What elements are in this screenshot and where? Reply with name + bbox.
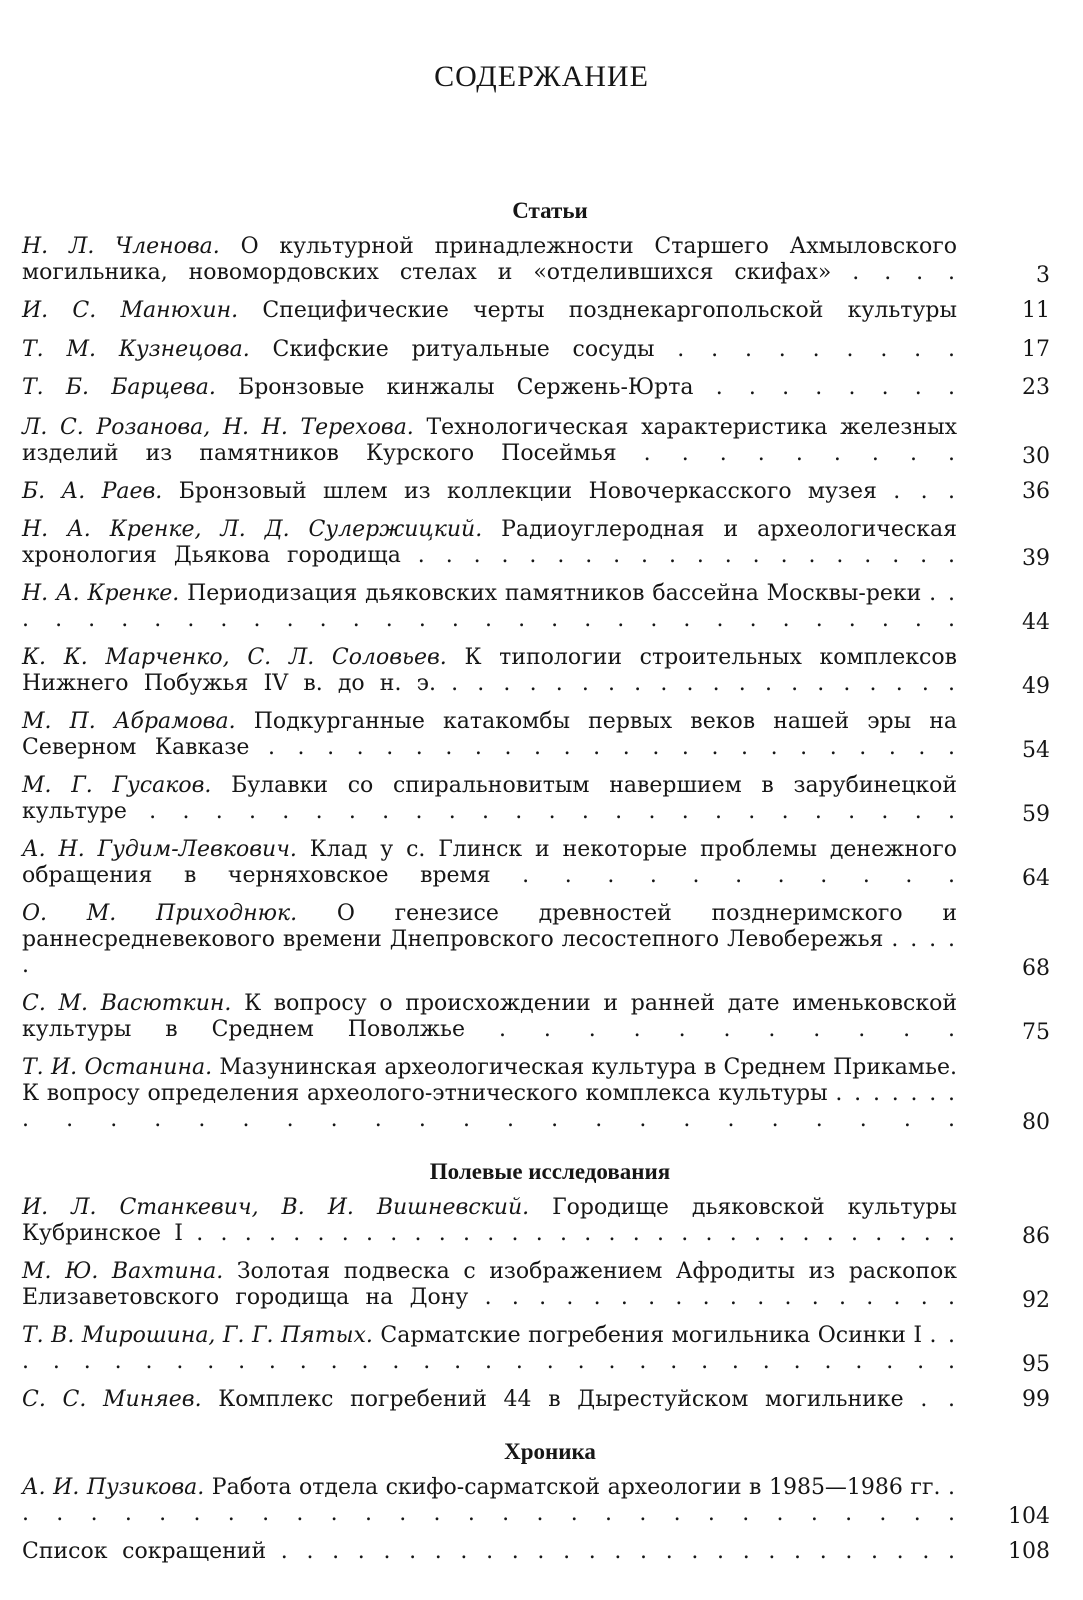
entry-authors: Т. В. Мирошина, Г. Г. Пятых.: [22, 1323, 373, 1348]
section-heading-chronicle: Хроника: [504, 1439, 596, 1464]
entry-authors: Т. И. Останина.: [22, 1055, 213, 1080]
entry-title: Золотая подвеска с изображением Афродиты из раскопок Елизаветовского городища на Дону: [22, 1259, 957, 1310]
entry-title: Мазунинская археологическая культура в Среднем Прикамье. К вопросу определения археолого-этнического комплекса культуры: [22, 1055, 957, 1106]
entry-page-number: 39: [1022, 546, 1050, 571]
entry-page-number: 44: [1022, 610, 1050, 635]
entry-title: К вопросу о происхождении и ранней дате именьковской культуры в Среднем Поволжье: [22, 991, 957, 1042]
entry-title: Клад у с. Глинск и некоторые проблемы денежного обращения в черняховское время: [22, 837, 958, 888]
entry-title: Комплекс погребений 44 в Дырестуйском могильнике: [218, 1387, 904, 1412]
entry-authors: И. С. Манюхин.: [22, 298, 239, 323]
entry-title: Бронзовые кинжалы Сержень-Юрта: [238, 375, 694, 400]
entry-title: Булавки со спиральновитым навершием в зарубинецкой культуре: [22, 773, 957, 824]
entry-page-number: 95: [1022, 1352, 1050, 1377]
entry-authors: М. Ю. Вахтина.: [22, 1259, 224, 1284]
entry-authors: Н. А. Кренке.: [22, 581, 180, 606]
entry-title: Сарматские погребения могильника Осинки I: [380, 1323, 923, 1348]
toc-entry: С. М. Васюткин. К вопросу о происхождении и ранней дате именьковской культуры в Среднем Поволжье . . . . . . . . . . . 75: [22, 991, 1050, 1045]
toc-entry: А. Н. Гудим-Левкович. Клад у с. Глинск и некоторые проблемы денежного обращения в черняховское время . . . . . . . . . . . 64: [22, 837, 1050, 891]
entry-page-number: 54: [1022, 738, 1050, 763]
entry-authors: И. Л. Станкевич, В. И. Вишневский.: [22, 1195, 530, 1220]
entry-page-number: 80: [1022, 1110, 1050, 1135]
toc-entry: О. М. Приходнюк. О генезисе древностей позднеримского и раннесредневекового времени Днепровского лесостепного Левобережья . . . . . 68: [22, 901, 1050, 981]
entry-title: Подкурганные катакомбы первых веков нашей эры на Северном Кавказе: [22, 709, 957, 760]
entry-title: Периодизация дьяковских памятников бассейна Москвы-реки: [187, 581, 922, 606]
entry-page-number: 17: [1022, 337, 1050, 362]
toc-entry: А. И. Пузикова. Работа отдела скифо-сарматской археологии в 1985—1986 гг. . . . . . . . . . . . . . . . . . . . . . . . . . . . . . 104: [22, 1475, 1050, 1529]
entry-page-number: 36: [1022, 479, 1050, 504]
toc-entry: М. Ю. Вахтина. Золотая подвеска с изображением Афродиты из раскопок Елизаветовского городища на Дону . . . . . . . . . . . . . . . . . . 92: [22, 1259, 1050, 1313]
entry-title: Список сокращений: [22, 1539, 267, 1564]
entry-title: Городище дьяковской культуры Кубринское I: [22, 1195, 957, 1246]
entry-authors: А. Н. Гудим-Левкович.: [22, 837, 297, 862]
section-heading-field-research: Полевые исследования: [429, 1159, 671, 1184]
entry-authors: С. М. Васюткин.: [22, 991, 232, 1016]
entry-page-number: 75: [1022, 1020, 1050, 1045]
entry-authors: К. К. Марченко, С. Л. Соловьев.: [22, 645, 447, 670]
page-title: СОДЕРЖАНИЕ: [434, 60, 649, 93]
entry-authors: А. И. Пузикова.: [22, 1475, 205, 1500]
toc-entry: Н. Л. Членова. О культурной принадлежности Старшего Ахмыловского могильника, новомордовских стелах и «отделившихся скифах» . . . . 3: [22, 234, 1050, 288]
entry-authors: С. С. Миняев.: [22, 1387, 202, 1412]
toc-entry: С. С. Миняев. Комплекс погребений 44 в Дырестуйском могильнике . . 99: [22, 1387, 1050, 1412]
toc-entry: К. К. Марченко, С. Л. Соловьев. К типологии строительных комплексов Нижнего Побужья IV в. до н. э. . . . . . . . . . . . . . . . . . . . . 49: [22, 645, 1050, 699]
entry-title: Радиоуглеродная и археологическая хронология Дьякова городища: [22, 517, 957, 568]
toc-entry: И. Л. Станкевич, В. И. Вишневский. Городище дьяковской культуры Кубринское I . . . . . . . . . . . . . . . . . . . . . . . . . . . . . . . . 86: [22, 1195, 1050, 1249]
entry-authors: О. М. Приходнюк.: [22, 901, 298, 926]
entry-page-number: 23: [1022, 375, 1050, 400]
toc-entry: Список сокращений . . . . . . . . . . . . . . . . . . . . . . . . . . . 108: [22, 1539, 1050, 1564]
entry-page-number: 86: [1022, 1224, 1050, 1249]
entry-title: Скифские ритуальные сосуды: [272, 337, 655, 362]
entry-page-number: 108: [1008, 1539, 1050, 1564]
section-heading-articles: Статьи: [512, 198, 588, 223]
table-of-contents: [22, 196, 1062, 1565]
entry-page-number: 68: [1022, 956, 1050, 981]
entry-authors: Т. Б. Барцева.: [22, 375, 216, 400]
entry-authors: Л. С. Розанова, Н. Н. Терехова.: [22, 415, 414, 440]
entry-page-number: 59: [1022, 802, 1050, 827]
entry-authors: Т. М. Кузнецова.: [22, 337, 250, 362]
entry-page-number: 30: [1022, 444, 1050, 469]
entry-page-number: 3: [1036, 263, 1050, 288]
entry-title: Технологическая характеристика железных изделий из памятников Курского Посеймья: [22, 415, 957, 466]
entry-page-number: 11: [1022, 298, 1050, 323]
entry-page-number: 92: [1022, 1288, 1050, 1313]
entry-title: К типологии строительных комплексов Нижнего Побужья IV в. до н. э.: [22, 645, 957, 696]
entry-authors: Н. Л. Членова.: [22, 234, 220, 259]
entry-authors: Н. А. Кренке, Л. Д. Сулержицкий.: [22, 517, 483, 542]
entry-authors: М. П. Абрамова.: [22, 709, 236, 734]
toc-entry: Л. С. Розанова, Н. Н. Терехова. Технологическая характеристика железных изделий из памятников Курского Посеймья . . . . . . . . . 30: [22, 415, 1050, 469]
entry-page-number: 104: [1008, 1504, 1050, 1529]
toc-entry: Т. И. Останина. Мазунинская археологическая культура в Среднем Прикамье. К вопросу определения археолого-этнического комплекса культуры . . . . . . . . . . . . . . . . . . . . . . . . . . . . . 80: [22, 1055, 1050, 1135]
entry-authors: Б. А. Раев.: [22, 479, 163, 504]
toc-entry: Т. В. Мирошина, Г. Г. Пятых. Сарматские погребения могильника Осинки I . . . . . . . . . . . . . . . . . . . . . . . . . . . . . . . . . 95: [22, 1323, 1050, 1377]
entry-title: О генезисе древностей позднеримского и раннесредневекового времени Днепровского лесостепного Левобережья: [22, 901, 958, 952]
toc-entry: Т. Б. Барцева. Бронзовые кинжалы Сержень-Юрта . . . . . . . . 23: [22, 375, 1050, 400]
entry-page-number: 99: [1022, 1387, 1050, 1412]
toc-entry: Н. А. Кренке. Периодизация дьяковских памятников бассейна Москвы-реки . . . . . . . . . . . . . . . . . . . . . . . . . . . . . . . 44: [22, 581, 1050, 635]
entry-authors: М. Г. Гусаков.: [22, 773, 212, 798]
entry-title: Работа отдела скифо-сарматской археологии в 1985—1986 гг.: [211, 1475, 941, 1500]
toc-entry: М. Г. Гусаков. Булавки со спиральновитым навершием в зарубинецкой культуре . . . . . . . . . . . . . . . . . . . . . . . . . 59: [22, 773, 1050, 827]
toc-entry: М. П. Абрамова. Подкурганные катакомбы первых веков нашей эры на Северном Кавказе . . . . . . . . . . . . . . . . . . . . . . . . 54: [22, 709, 1050, 763]
toc-entry: [22, 298, 1062, 324]
toc-entry: Б. А. Раев. Бронзовый шлем из коллекции Новочеркасского музея . . . 36: [22, 479, 1050, 504]
toc-entry: Т. М. Кузнецова. Скифские ритуальные сосуды . . . . . . . . . 17: [22, 337, 1050, 362]
entry-title: Бронзовый шлем из коллекции Новочеркасского музея: [178, 479, 877, 504]
entry-title: О культурной принадлежности Старшего Ахмыловского могильника, новомордовских стелах и «отделившихся скифах»: [22, 234, 957, 285]
entry-page-number: 49: [1022, 674, 1050, 699]
entry-title: Специфические черты позднекаргопольской культуры: [262, 298, 958, 323]
entry-page-number: 64: [1022, 866, 1050, 891]
toc-entry: Н. А. Кренке, Л. Д. Сулержицкий. Радиоуглеродная и археологическая хронология Дьякова городища . . . . . . . . . . . . . . . . . . . . 39: [22, 517, 1050, 571]
